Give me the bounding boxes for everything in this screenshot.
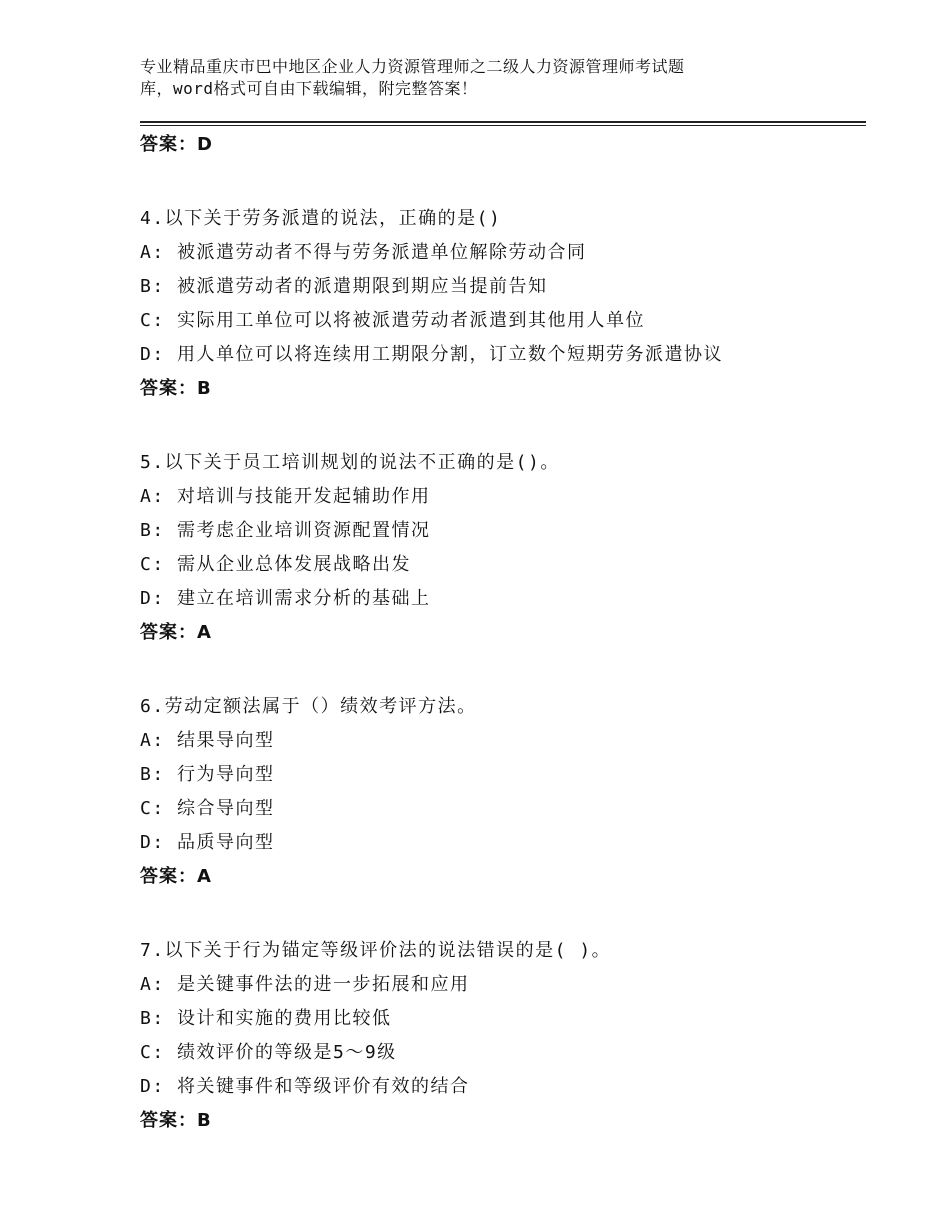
option-a: A: 是关键事件法的进一步拓展和应用 <box>140 974 470 995</box>
header-divider-thick <box>140 121 866 123</box>
question-5 <box>140 446 866 650</box>
question-list <box>140 128 866 1138</box>
question-stem: 6.劳动定额法属于（）绩效考评方法。 <box>140 696 477 717</box>
page-header <box>140 56 780 100</box>
question-stem: 7.以下关于行为锚定等级评价法的说法错误的是( )。 <box>140 940 612 961</box>
option-a: A: 被派遣劳动者不得与劳务派遣单位解除劳动合同 <box>140 242 587 263</box>
previous-answer: 答案：D <box>140 134 213 155</box>
question-stem: 5.以下关于员工培训规划的说法不正确的是()。 <box>140 452 560 473</box>
header-line-2: 库，word格式可自由下载编辑，附完整答案！ <box>140 79 478 98</box>
option-a: A: 对培训与技能开发起辅助作用 <box>140 486 431 507</box>
question-answer: 答案：A <box>140 622 212 643</box>
option-d: D: 品质导向型 <box>140 832 275 853</box>
question-answer: 答案：A <box>140 866 212 887</box>
option-c: C: 实际用工单位可以将被派遣劳动者派遣到其他用人单位 <box>140 310 646 331</box>
option-b: B: 被派遣劳动者的派遣期限到期应当提前告知 <box>140 276 548 297</box>
option-d: D: 用人单位可以将连续用工期限分割，订立数个短期劳务派遣协议 <box>140 344 724 365</box>
question-answer: 答案：B <box>140 378 212 399</box>
question-answer: 答案：B <box>140 1110 212 1131</box>
option-d: D: 将关键事件和等级评价有效的结合 <box>140 1076 470 1097</box>
option-c: C: 需从企业总体发展战略出发 <box>140 554 412 575</box>
question-4 <box>140 202 866 406</box>
option-c: C: 综合导向型 <box>140 798 275 819</box>
header-line-1: 专业精品重庆市巴中地区企业人力资源管理师之二级人力资源管理师考试题 <box>140 57 685 76</box>
option-b: B: 需考虑企业培训资源配置情况 <box>140 520 431 541</box>
header-divider-thin <box>140 125 866 126</box>
option-d: D: 建立在培训需求分析的基础上 <box>140 588 431 609</box>
option-a: A: 结果导向型 <box>140 730 275 751</box>
question-7 <box>140 934 866 1138</box>
option-b: B: 行为导向型 <box>140 764 275 785</box>
question-stem: 4.以下关于劳务派遣的说法，正确的是() <box>140 208 502 229</box>
option-b: B: 设计和实施的费用比较低 <box>140 1008 392 1029</box>
question-6 <box>140 690 866 894</box>
option-c: C: 绩效评价的等级是5～9级 <box>140 1042 397 1063</box>
